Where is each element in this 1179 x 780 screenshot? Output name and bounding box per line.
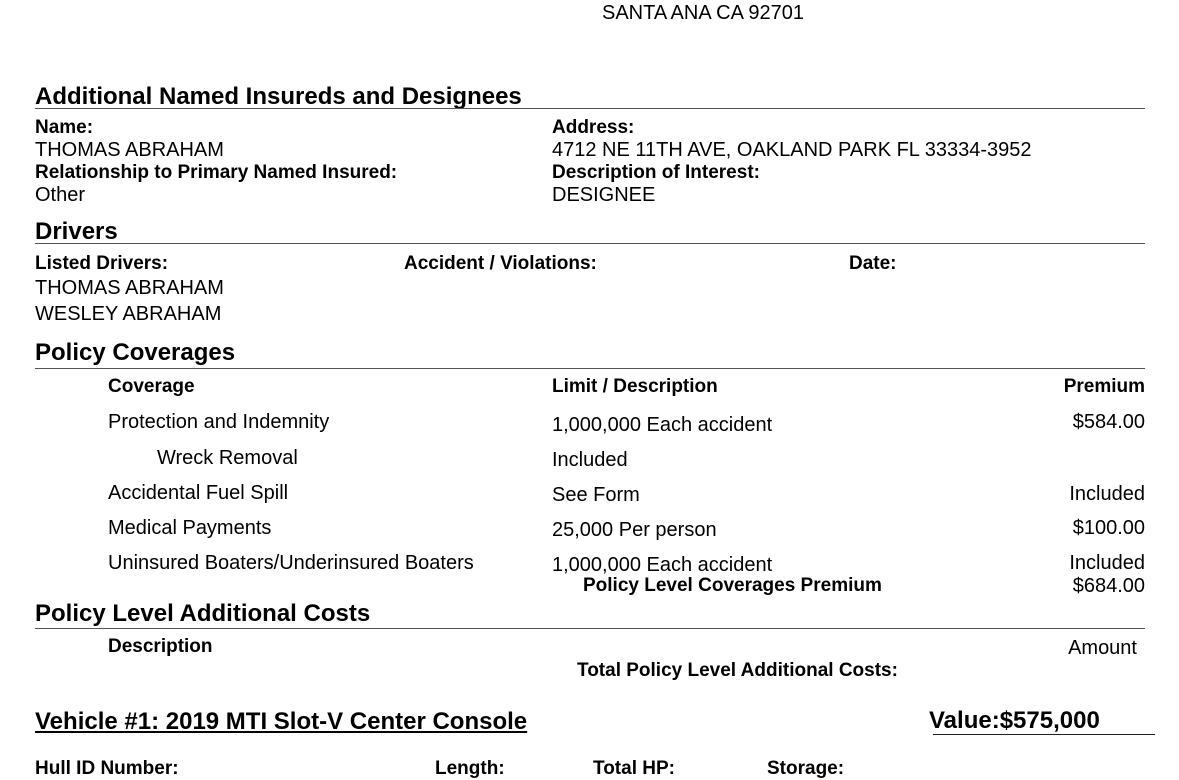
storage-label: Storage:	[767, 758, 845, 779]
column-header-limit: Limit / Description	[552, 376, 718, 397]
insured-address-line: SANTA ANA CA 92701	[602, 2, 804, 24]
hull-id-label: Hull ID Number:	[35, 758, 179, 779]
coverage-premium: Included	[1069, 483, 1145, 505]
date-label: Date:	[849, 253, 897, 274]
coverage-premium: $100.00	[1072, 517, 1145, 539]
coverage-premium: Included	[1069, 552, 1145, 574]
section-title-additional-costs: Policy Level Additional Costs	[35, 600, 371, 627]
coverage-name: Protection and Indemnity	[108, 411, 330, 433]
driver-name: THOMAS ABRAHAM	[35, 277, 224, 299]
section-divider	[35, 243, 1145, 244]
name-label: Name:	[35, 117, 94, 138]
interest-label: Description of Interest:	[552, 162, 760, 183]
coverage-limit: 25,000 Per person	[552, 519, 717, 541]
driver-name: WESLEY ABRAHAM	[35, 303, 222, 325]
column-header-premium: Premium	[1063, 376, 1145, 397]
accidents-label: Accident / Violations:	[404, 253, 597, 274]
coverages-total-value: $684.00	[1072, 575, 1145, 597]
address-label: Address:	[552, 117, 635, 138]
coverage-limit: Included	[552, 449, 628, 471]
coverages-total-label: Policy Level Coverages Premium	[583, 575, 882, 596]
coverage-name: Uninsured Boaters/Underinsured Boaters	[108, 552, 474, 574]
vehicle-value-underline	[933, 734, 1155, 735]
section-title-policy-coverages: Policy Coverages	[35, 339, 236, 366]
relationship-label: Relationship to Primary Named Insured:	[35, 162, 398, 183]
interest-value: DESIGNEE	[552, 184, 656, 206]
vehicle-value: Value:$575,000	[929, 707, 1100, 734]
coverage-limit: 1,000,000 Each accident	[552, 554, 773, 576]
section-title-drivers: Drivers	[35, 218, 118, 245]
listed-drivers-label: Listed Drivers:	[35, 253, 169, 274]
coverage-limit: See Form	[552, 484, 640, 506]
coverage-name: Medical Payments	[108, 517, 272, 539]
relationship-value: Other	[35, 184, 86, 206]
total-hp-label: Total HP:	[593, 758, 675, 779]
coverage-name: Wreck Removal	[157, 447, 298, 469]
column-header-description: Description	[108, 636, 213, 657]
address-value: 4712 NE 11TH AVE, OAKLAND PARK FL 33334-3952	[552, 139, 1032, 161]
coverage-limit: 1,000,000 Each accident	[552, 414, 773, 436]
length-label: Length:	[435, 758, 505, 779]
column-header-amount: Amount	[1068, 637, 1137, 659]
coverage-name: Accidental Fuel Spill	[108, 482, 289, 504]
additional-costs-total-label: Total Policy Level Additional Costs:	[577, 660, 898, 681]
section-divider	[35, 368, 1145, 369]
coverage-premium: $584.00	[1072, 411, 1145, 433]
section-title-additional-insureds: Additional Named Insureds and Designees	[35, 83, 522, 110]
column-header-coverage: Coverage	[108, 376, 195, 397]
section-divider	[35, 628, 1145, 629]
section-divider	[35, 108, 1145, 109]
name-value: THOMAS ABRAHAM	[35, 139, 224, 161]
vehicle-title: Vehicle #1: 2019 MTI Slot-V Center Console	[35, 708, 528, 735]
